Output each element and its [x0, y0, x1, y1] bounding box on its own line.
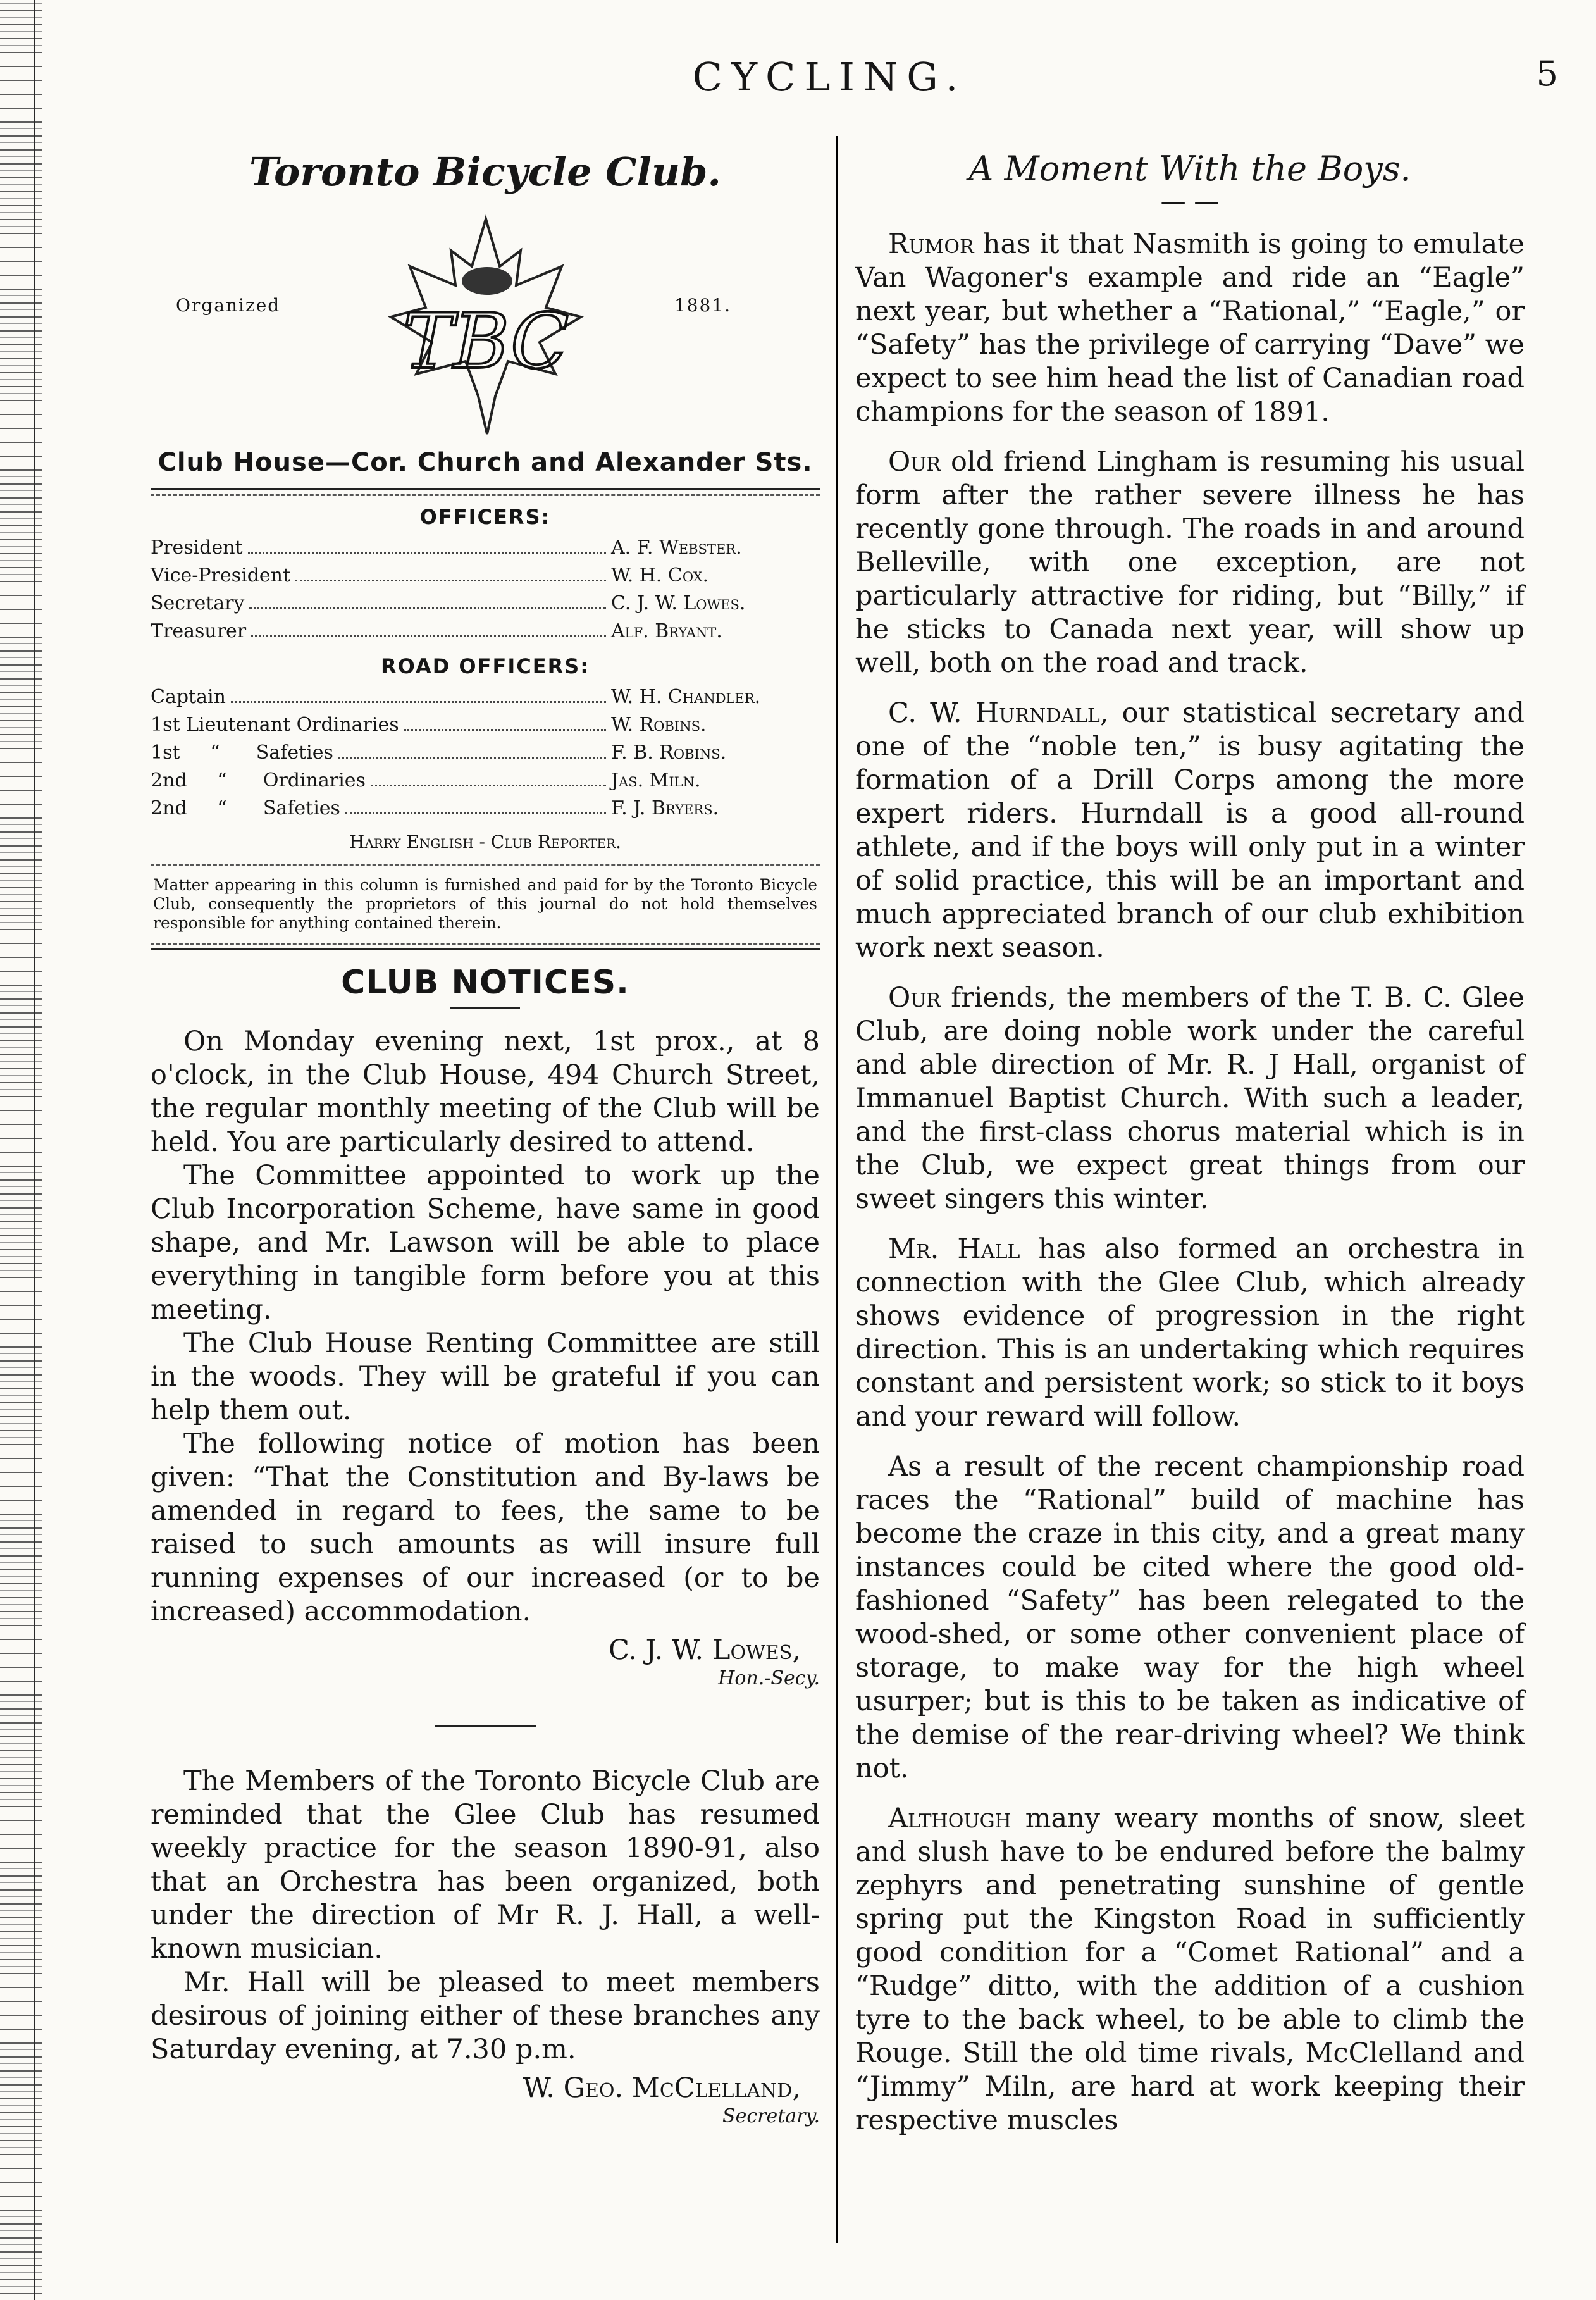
paragraph-lead: Our — [888, 982, 941, 1014]
club-reporter: Harry English - Club Reporter. — [349, 831, 622, 852]
paragraph-text: has also formed an orchestra in connection with the Glee Club, which already shows evidence of progression in the right direction. This is an undertaking which requires constant and persistent work; so stick to it boys and your reward will follow. — [855, 1233, 1525, 1433]
officer-row — [151, 767, 820, 795]
officer-name: W. H. Chandler. — [611, 686, 761, 708]
paragraph-lead: Mr. Hall — [888, 1233, 1020, 1265]
notice-paragraph: The following notice of motion has been given: “That the Constitution and By-laws be amended in regard to fees, the same to be raised to such amounts as will insure full running expenses of our increased (or to be increased) accommodation. — [151, 1428, 820, 1627]
rule — [450, 1007, 520, 1009]
paragraph-text: friends, the members of the T. B. C. Glee Club, are doing noble work under the careful and able direction of Mr. R. J Hall, organist of Immanuel Baptist Church. With such a leader, and the first-class chorus material which is in the Club, we expect great things from our sweet singers this winter. — [855, 982, 1525, 1215]
officer-role: 1st “ Safeties — [151, 742, 333, 764]
article-paragraph — [855, 1233, 1525, 1434]
article-heading: A Moment With the Boys. — [968, 149, 1411, 189]
officer-role: 2nd “ Ordinaries — [151, 769, 366, 792]
article-paragraph — [855, 1802, 1525, 2137]
officers-heading: OFFICERS: — [419, 505, 551, 529]
rule — [151, 488, 820, 490]
officers-list — [151, 534, 820, 645]
officer-name: A. F. Webster. — [611, 537, 742, 559]
signature-title: Secretary. — [722, 2105, 820, 2127]
column-divider — [836, 136, 838, 2243]
signature-name: C. J. W. Lowes, — [608, 1634, 801, 1666]
maple-leaf-logo-icon — [353, 206, 619, 440]
paragraph-lead: Although — [888, 1803, 1011, 1834]
officer-row — [151, 739, 820, 767]
paragraph-lead: Our — [888, 446, 941, 478]
disclaimer-note: Matter appearing in this column is furnished and paid for by the Toronto Bicycle Club, consequently the proprietors of this journal do not hold themselves responsible for anything contained therein. — [153, 876, 817, 932]
article-paragraph — [855, 981, 1525, 1216]
organized-year: 1881. — [674, 295, 731, 316]
road-officers-list — [151, 683, 820, 823]
heading-dash: — — — [1160, 187, 1220, 216]
officer-name: F. J. Bryers. — [611, 797, 719, 819]
paragraph-text: old friend Lingham is resuming his usual form after the rather severe illness he has recently gone through. The roads in and around Belleville, with one exception, are not particularly attractive for riding, but “Billy,” if he sticks to Canada next year, will show up well, both on the road and track. — [855, 446, 1525, 679]
club-title: Toronto Bicycle Club. — [249, 149, 722, 195]
officer-name: W. H. Cox. — [611, 564, 709, 587]
paragraph-text: many weary months of snow, sleet and slush have to be endured before the balmy zephyrs and penetrating sunshine of gentle spring put the Kingston Road in sufficiently good condition for a “Comet Rational” and a “Rudge” ditto, with the addition of a cushion tyre to the back wheel, to be able to climb the Rouge. Still the old time rivals, McClelland and “Jimmy” Miln, are hard at work keeping their respective muscles — [855, 1803, 1525, 2136]
notice-paragraph: Mr. Hall will be pleased to meet members desirous of joining either of these branches any Saturday evening, at 7.30 p.m. — [151, 1967, 820, 2065]
officer-name: F. B. Robins. — [611, 742, 727, 764]
paragraph-lead: Rumor — [888, 228, 974, 260]
article-paragraph — [855, 697, 1525, 965]
officer-row — [151, 711, 820, 739]
club-emblem-row — [151, 206, 820, 440]
officer-role: Secretary — [151, 592, 245, 614]
officer-name: C. J. W. Lowes. — [611, 592, 746, 614]
notice-paragraph: On Monday evening next, 1st prox., at 8 o'clock, in the Club House, 494 Church Street, the regular monthly meeting of the Club will be held. You are particularly desired to attend. — [151, 1026, 820, 1158]
club-notices-heading: CLUB NOTICES. — [341, 964, 629, 1002]
officer-row — [151, 683, 820, 711]
notice-paragraph: The Club House Renting Committee are still in the woods. They will be grateful if you can help them out. — [151, 1327, 820, 1426]
rule — [151, 494, 820, 496]
officer-row — [151, 590, 820, 618]
page-binding-edge — [0, 0, 42, 2300]
notice-paragraph: The Members of the Toronto Bicycle Club are reminded that the Glee Club has resumed weekly practice for the season 1890-91, also that an Orchestra has been organized, both under the direction of Mr R. J. Hall, a well-known musician. — [151, 1765, 820, 1965]
officer-role: 2nd “ Safeties — [151, 797, 340, 819]
club-house-address: Club House—Cor. Church and Alexander Sts. — [158, 448, 813, 477]
signature-name: W. Geo. McClelland, — [523, 2072, 801, 2104]
officer-role: 1st Lieutenant Ordinaries — [151, 714, 399, 736]
officer-row — [151, 795, 820, 823]
rule — [435, 1725, 536, 1727]
signature-title: Hon.-Secy. — [718, 1667, 820, 1689]
rule — [151, 864, 820, 866]
officer-row — [151, 618, 820, 645]
paragraph-text: has it that Nasmith is going to emulate Van Wagoner's example and ride an “Eagle” next year, but whether a “Rational,” “Eagle,” or “Safety” has the privilege of carrying “Dave” we expect to see him head the list of Canadian road champions for the season of 1891. — [855, 228, 1525, 428]
article-paragraph — [855, 1450, 1525, 1786]
officer-role: President — [151, 537, 243, 559]
article-paragraph — [855, 445, 1525, 680]
officer-role: Captain — [151, 686, 226, 708]
officer-name: W. Robins. — [611, 714, 707, 736]
officer-name: Alf. Bryant. — [611, 620, 722, 642]
right-column — [855, 136, 1525, 2275]
notice-paragraph: The Committee appointed to work up the Club Incorporation Scheme, have same in good shape, and Mr. Lawson will be able to place everything in tangible form before you at this meeting. — [151, 1160, 820, 1326]
rule — [151, 943, 820, 945]
officer-role: Vice-President — [151, 564, 291, 587]
officer-row — [151, 562, 820, 590]
running-header — [101, 54, 1558, 111]
page-number: 5 — [1536, 54, 1558, 94]
rule — [151, 948, 820, 950]
running-title: CYCLING. — [692, 54, 967, 100]
road-officers-heading: ROAD OFFICERS: — [380, 654, 590, 678]
logo-monogram: TBC — [402, 298, 569, 386]
paragraph-text: our statistical secretary and one of the “noble ten,” is busy agitating the formation of a Drill Corps among the more expert riders. Hurndall is a good all-round athlete, and if the boys will only put in a winter of solid practice, this will be an important and much appreciated branch of our club exhibition work next season. — [855, 697, 1525, 964]
officer-row — [151, 534, 820, 562]
officer-name: Jas. Miln. — [611, 769, 701, 792]
article-paragraph — [855, 228, 1525, 429]
officer-role: Treasurer — [151, 620, 247, 642]
left-column — [151, 136, 820, 2275]
paragraph-text: As a result of the recent championship road races the “Rational” build of machine has become the craze in this city, and a great many instances could be cited where the good old-fashioned “Safety” has been relegated to the wood-shed, or some other convenient place of storage, to make way for the high wheel usurper; but is this to be taken as indicative of the demise of the rear-driving wheel? We think not. — [855, 1451, 1525, 1784]
paragraph-lead: C. W. Hurndall, — [888, 697, 1109, 729]
organized-label: Organized — [176, 295, 281, 316]
